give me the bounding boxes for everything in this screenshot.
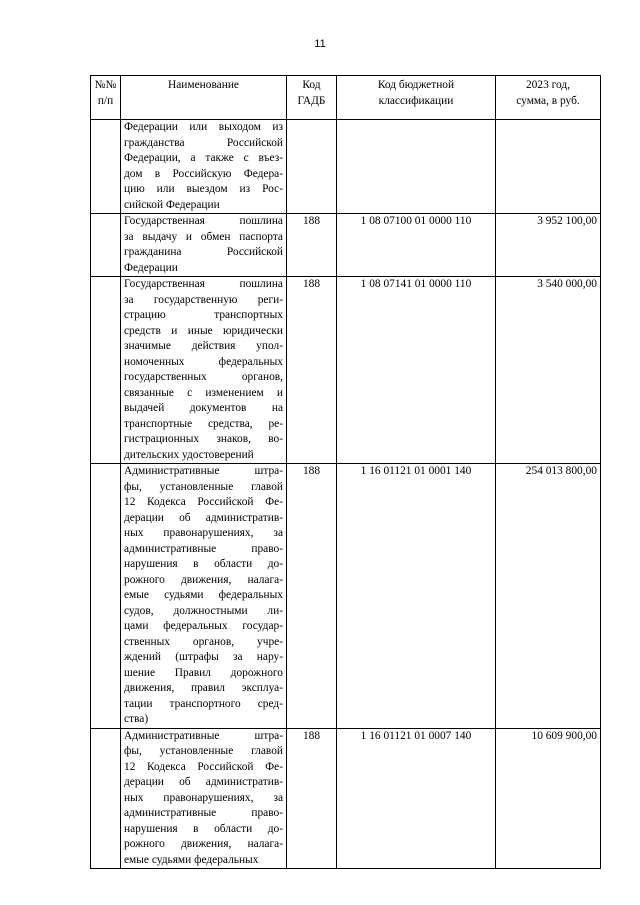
table-row xyxy=(91,277,601,464)
cell-name xyxy=(121,214,287,277)
name-line: движения, правил эксплуа- xyxy=(124,682,283,694)
name-line: емые судьями федеральных xyxy=(124,589,283,601)
name-line: нарушения в области до- xyxy=(124,822,283,835)
name-line: 12 Кодекса Российской Фе- xyxy=(124,760,283,773)
cell-name xyxy=(121,277,287,464)
name-line: Федерации или выходом из xyxy=(124,121,283,133)
name-line: Административные штра- xyxy=(124,729,283,742)
name-line: ных правонарушениях, за xyxy=(124,527,283,539)
name-line: гражданина Российской xyxy=(124,246,283,258)
name-line: фы, установленные главой xyxy=(124,745,283,757)
name-line: судов, должностными ли- xyxy=(124,604,283,617)
name-line: административные право- xyxy=(124,542,283,555)
cell-sum: 254 013 800,00 xyxy=(496,464,601,729)
name-line: сийской Федерации xyxy=(124,198,220,211)
cell-sum xyxy=(496,120,601,214)
name-line: Административные штра- xyxy=(124,465,283,477)
name-line: административные право- xyxy=(124,807,283,819)
table-header-row xyxy=(91,76,601,120)
name-line: дерации об административ- xyxy=(124,776,283,788)
header-gadb: Код ГАДБ xyxy=(287,76,337,120)
header-name: Наименование xyxy=(121,76,287,120)
name-line: рожного движения, налага- xyxy=(124,838,283,850)
name-line: страцию транспортных xyxy=(124,309,283,321)
budget-table xyxy=(90,75,601,869)
cell-kbk: 1 16 01121 01 0007 140 xyxy=(337,728,496,869)
cell-kbk: 1 16 01121 01 0001 140 xyxy=(337,464,496,729)
table-row xyxy=(91,214,601,277)
name-line: Государственная пошлина xyxy=(124,215,283,227)
table-row xyxy=(91,728,601,869)
header-sum: 2023 год, сумма, в руб. xyxy=(496,76,601,120)
name-line: транспортные средства, ре- xyxy=(124,417,283,430)
name-line: Государственная пошлина xyxy=(124,278,283,290)
cell-num xyxy=(91,464,121,729)
name-line: дом в Российскую Федера- xyxy=(124,167,283,180)
cell-name xyxy=(121,728,287,869)
name-line: средств и иные юридически xyxy=(124,324,283,337)
cell-sum: 3 952 100,00 xyxy=(496,214,601,277)
name-line: дительских удостоверений xyxy=(124,448,254,461)
name-line: Федерации xyxy=(124,261,178,274)
cell-name xyxy=(121,464,287,729)
cell-sum: 10 609 900,00 xyxy=(496,728,601,869)
name-line: ных правонарушениях, за xyxy=(124,791,283,804)
cell-gadb: 188 xyxy=(287,214,337,277)
table-row xyxy=(91,120,601,214)
name-line: дерации об административ- xyxy=(124,511,283,524)
cell-kbk: 1 08 07141 01 0000 110 xyxy=(337,277,496,464)
cell-kbk xyxy=(337,120,496,214)
cell-gadb: 188 xyxy=(287,464,337,729)
cell-num xyxy=(91,214,121,277)
name-line: рожного движения, налага- xyxy=(124,573,283,586)
name-line: емые судьями федеральных xyxy=(124,853,259,866)
cell-gadb xyxy=(287,120,337,214)
cell-sum: 3 540 000,00 xyxy=(496,277,601,464)
page-number: 11 xyxy=(314,38,326,50)
name-line: государственных органов, xyxy=(124,371,283,383)
cell-gadb: 188 xyxy=(287,277,337,464)
name-line: связанные с изменением и xyxy=(124,386,283,399)
name-line: цами федеральных государ- xyxy=(124,620,283,632)
name-line: выдачей документов на xyxy=(124,402,283,414)
name-line: ждений (штрафы за нару- xyxy=(124,651,283,663)
name-line: за государственную реги- xyxy=(124,293,283,306)
name-line: тации транспортного сред- xyxy=(124,697,283,710)
name-line: 12 Кодекса Российской Фе- xyxy=(124,496,283,508)
cell-gadb: 188 xyxy=(287,728,337,869)
cell-kbk: 1 08 07100 01 0000 110 xyxy=(337,214,496,277)
name-line: цию или выездом из Рос- xyxy=(124,183,283,195)
name-line: гистрационных знаков, во- xyxy=(124,433,283,445)
name-line: фы, установленные главой xyxy=(124,480,283,493)
header-kbk: Код бюджетной классификации xyxy=(337,76,496,120)
name-line: Федерации, а также с въез- xyxy=(124,152,283,164)
cell-num xyxy=(91,120,121,214)
cell-num xyxy=(91,728,121,869)
name-line: значимые действия упол- xyxy=(124,340,283,352)
cell-name xyxy=(121,120,287,214)
cell-num xyxy=(91,277,121,464)
name-line: шение Правил дорожного xyxy=(124,666,283,679)
name-line: ства) xyxy=(124,713,149,725)
header-num: №№ п/п xyxy=(91,76,121,120)
name-line: за выдачу и обмен паспорта xyxy=(124,230,283,243)
table-row xyxy=(91,464,601,729)
name-line: номоченных федеральных xyxy=(124,355,283,368)
name-line: гражданства Российской xyxy=(124,136,283,149)
name-line: нарушения в области до- xyxy=(124,558,283,570)
name-line: ственных органов, учре- xyxy=(124,635,283,648)
